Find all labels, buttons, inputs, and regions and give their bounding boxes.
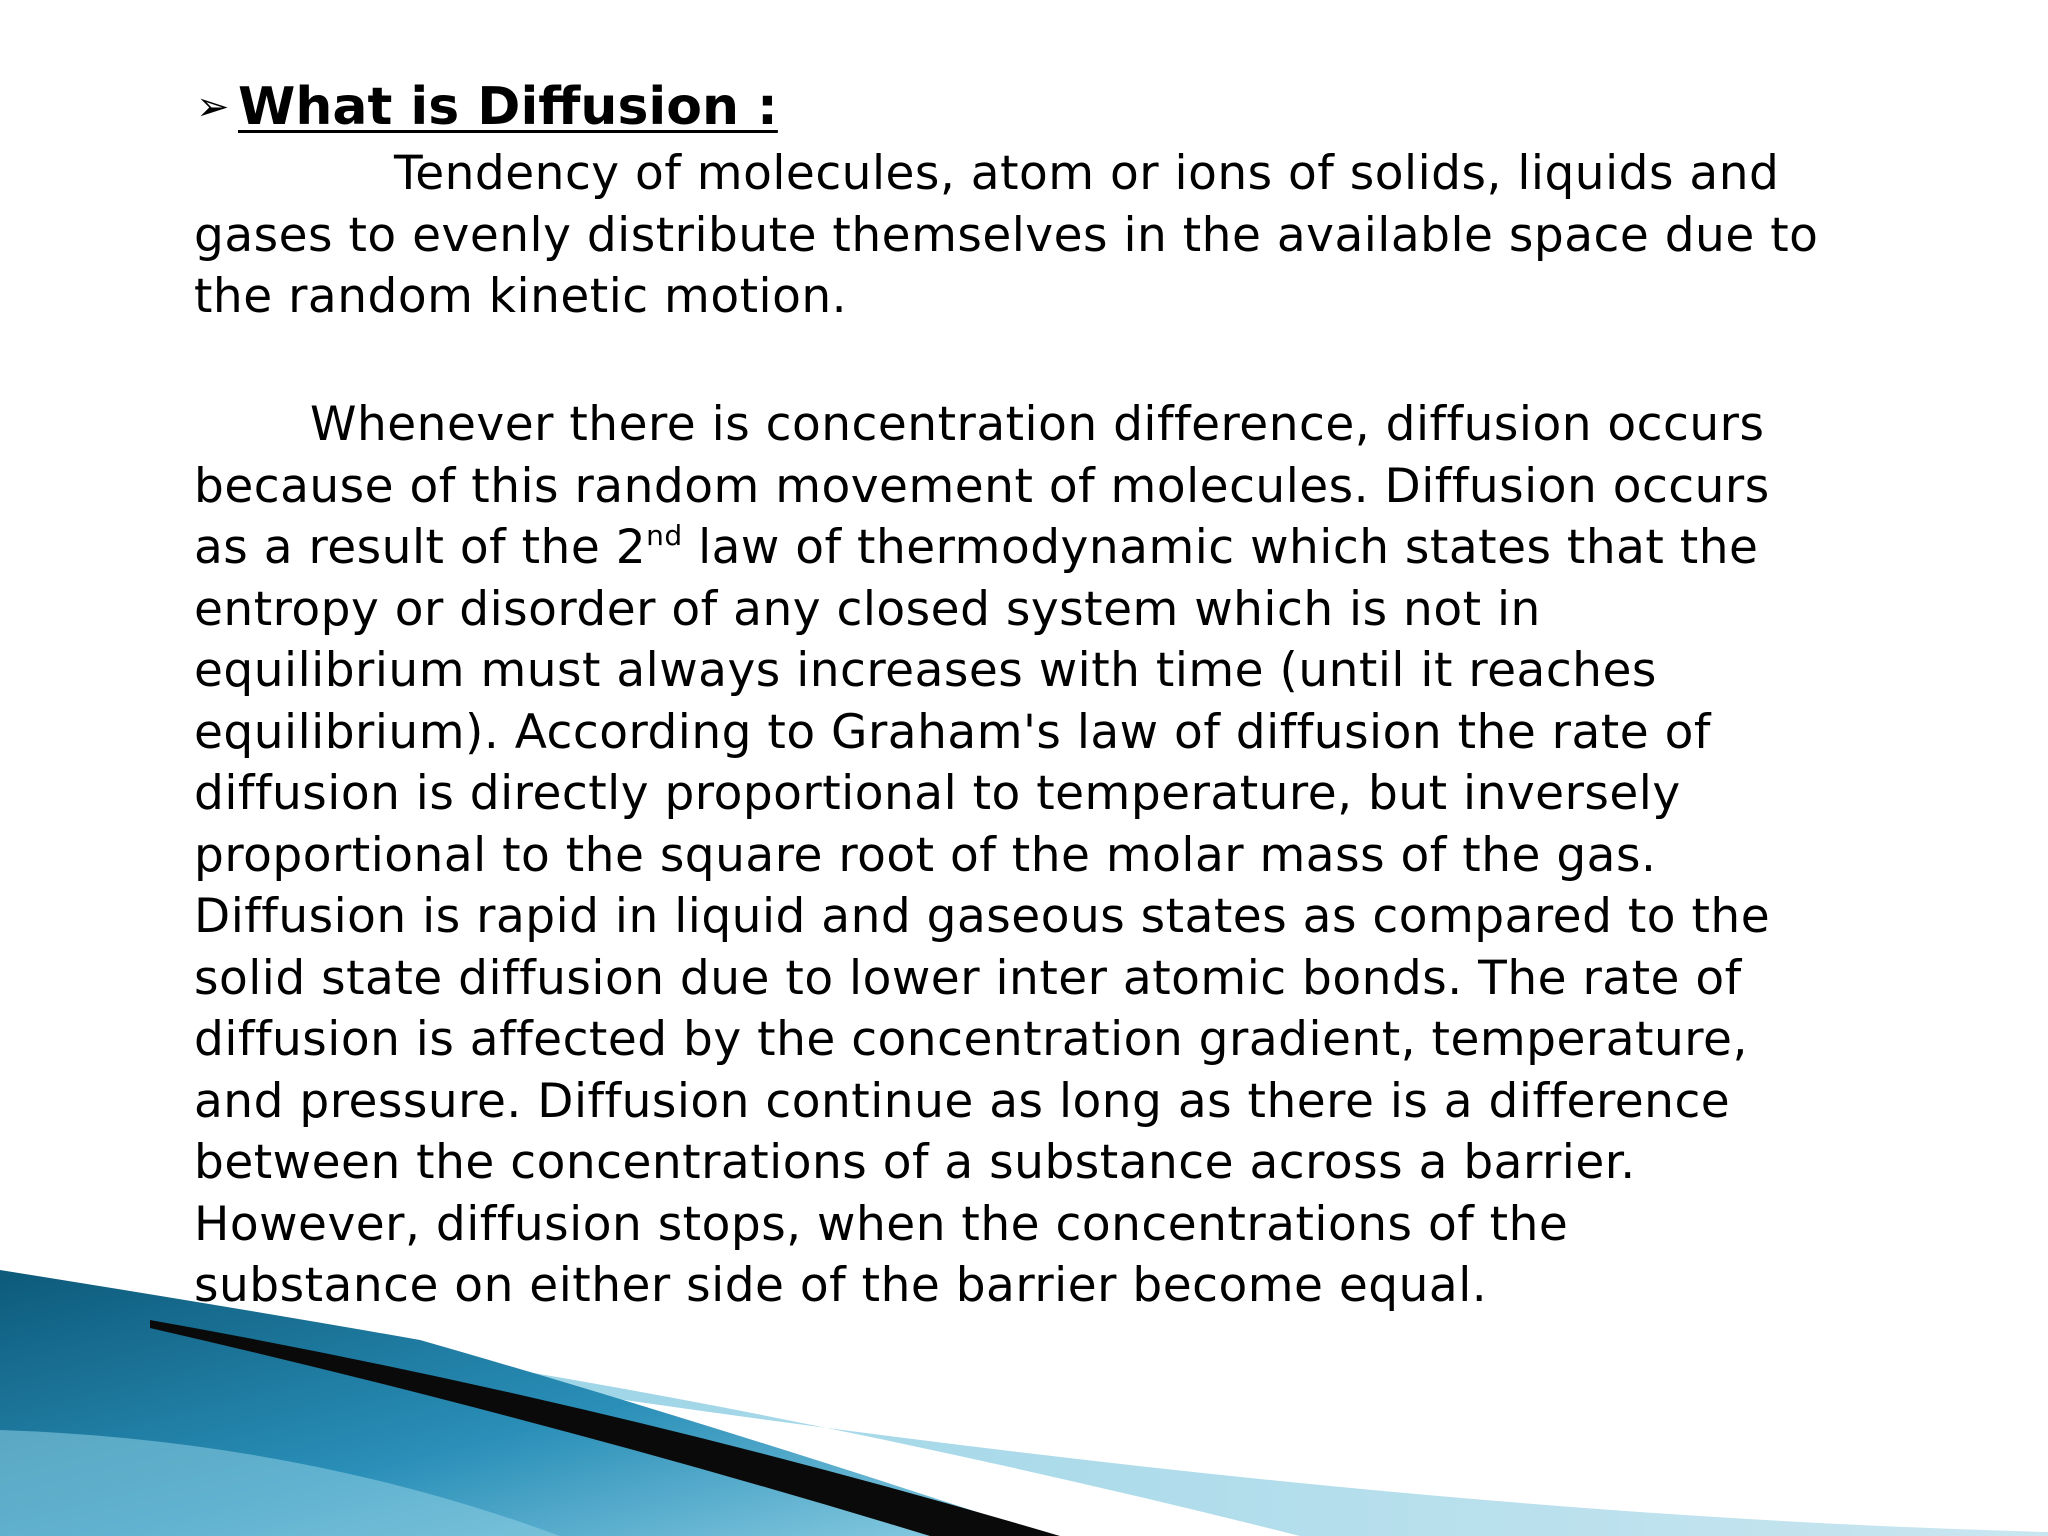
paragraph-line: solid state diffusion due to lower inter atomic bonds. The rate of xyxy=(194,950,1742,1006)
paragraph-line: substance on either side of the barrier become equal. xyxy=(194,1258,1488,1313)
paragraph-line: the random kinetic motion. xyxy=(194,269,848,324)
line-text: as a result of the 2 xyxy=(194,520,647,575)
superscript-ordinal: nd xyxy=(646,519,683,552)
explanation-paragraph xyxy=(194,394,1894,1317)
heading-text: What is Diffusion : xyxy=(238,77,778,137)
paragraph-line: entropy or disorder of any closed system which is not in xyxy=(194,581,1541,637)
paragraph-line xyxy=(194,517,1894,579)
paragraph-line: equilibrium). According to Graham's law of diffusion the rate of xyxy=(194,704,1711,760)
paragraph-line: proportional to the square root of the molar mass of the gas. xyxy=(194,827,1657,883)
paragraph-line: Whenever there is concentration difference, diffusion occurs xyxy=(310,397,1765,452)
paragraph-line: gases to evenly distribute themselves in the available space due to xyxy=(194,207,1819,263)
line-text: law of thermodynamic which states that the xyxy=(682,520,1759,575)
paragraph-line: diffusion is directly proportional to temperature, but inversely xyxy=(194,766,1681,821)
arrow-bullet-icon: ➢ xyxy=(196,84,230,130)
paragraph-line: However, diffusion stops, when the concentrations of the xyxy=(194,1196,1569,1252)
paragraph-line: and pressure. Diffusion continue as long as there is a difference xyxy=(194,1073,1731,1129)
definition-paragraph xyxy=(194,143,1894,328)
swoosh-decoration xyxy=(0,1270,2048,1536)
paragraph-line: equilibrium must always increases with time (until it reaches xyxy=(194,643,1657,698)
paragraph-line: Tendency of molecules, atom or ions of solids, liquids and xyxy=(394,146,1780,201)
paragraph-line: because of this random movement of molecules. Diffusion occurs xyxy=(194,458,1770,514)
slide-heading xyxy=(196,74,778,140)
paragraph-line: Diffusion is rapid in liquid and gaseous states as compared to the xyxy=(194,889,1771,944)
paragraph-line: diffusion is affected by the concentration gradient, temperature, xyxy=(194,1012,1748,1067)
paragraph-line: between the concentrations of a substance across a barrier. xyxy=(194,1135,1636,1190)
